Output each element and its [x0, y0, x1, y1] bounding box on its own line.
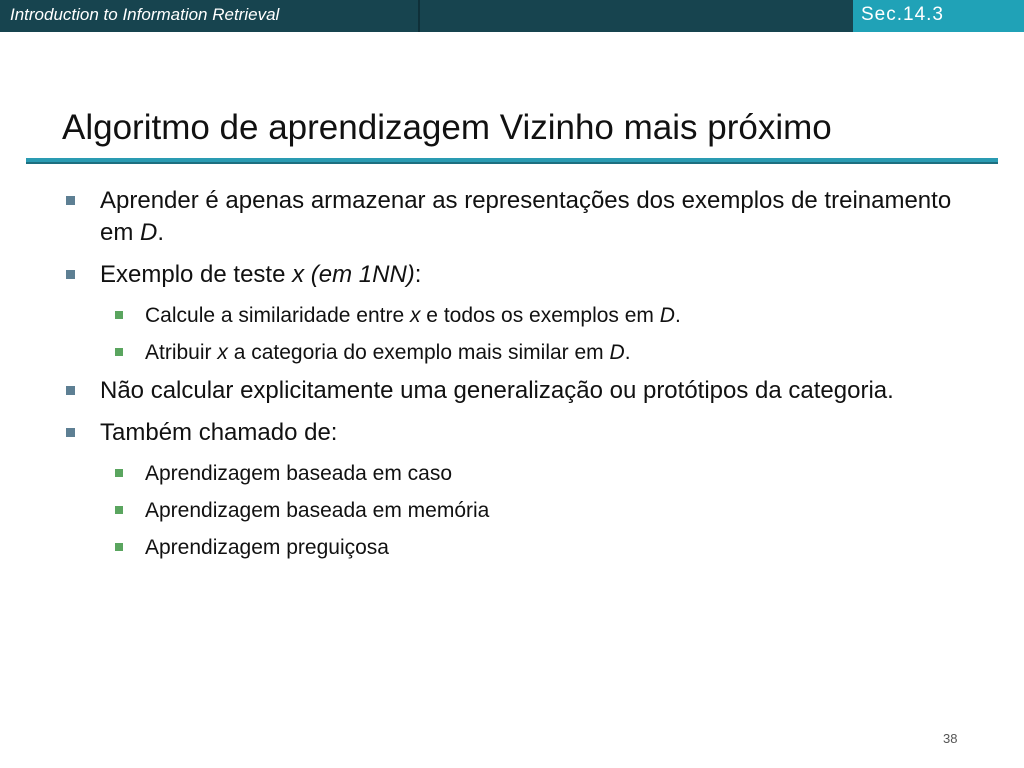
bullet-punct: . — [157, 219, 165, 246]
square-bullet-icon — [66, 428, 75, 437]
sub-bullet-text: Calcule a similaridade entre — [145, 304, 410, 327]
variable-d: D — [609, 341, 625, 364]
header-divider — [418, 0, 420, 32]
section-label: Sec.14.3 — [853, 0, 1024, 32]
square-bullet-icon — [115, 506, 123, 514]
bullet-item — [62, 417, 962, 449]
square-bullet-icon — [66, 270, 75, 279]
course-title: Introduction to Information Retrieval — [10, 5, 280, 24]
sub-bullet-item — [62, 338, 962, 368]
bullet-text: Não calcular explicitamente uma generalização ou protótipos da categoria. — [100, 377, 894, 404]
square-bullet-icon — [115, 469, 123, 477]
sub-bullet-item — [62, 533, 962, 563]
sub-bullet-text: a categoria do exemplo mais similar em — [227, 341, 610, 364]
sub-bullet-item — [62, 459, 962, 489]
bullet-item — [62, 185, 962, 249]
sub-bullet-item — [62, 301, 962, 331]
bullet-text: Também chamado de: — [100, 419, 338, 446]
square-bullet-icon — [115, 311, 123, 319]
bullet-italic: x (em 1NN) — [292, 261, 415, 288]
header-bar — [0, 0, 1024, 32]
sub-bullet-text: Aprendizagem preguiçosa — [145, 536, 389, 559]
variable-x: x — [217, 341, 228, 364]
bullet-punct: : — [414, 261, 422, 288]
variable-d: D — [659, 304, 675, 327]
square-bullet-icon — [66, 196, 75, 205]
bullet-text: Exemplo de teste — [100, 261, 293, 288]
variable-x: x — [409, 304, 421, 327]
square-bullet-icon — [115, 348, 123, 356]
sub-bullet-text: Aprendizagem baseada em caso — [145, 462, 453, 485]
sub-bullet-text: Aprendizagem baseada em memória — [145, 499, 490, 522]
bullet-item — [62, 375, 962, 407]
bullet-italic: D — [140, 219, 158, 246]
sub-bullet-text: Atribuir — [145, 341, 218, 364]
page-number: 38 — [943, 731, 958, 746]
slide-content — [62, 185, 962, 570]
bullet-item — [62, 259, 962, 291]
title-underline — [26, 158, 998, 164]
sub-bullet-punct: . — [674, 304, 681, 327]
square-bullet-icon — [66, 386, 75, 395]
sub-bullet-punct: . — [624, 341, 631, 364]
sub-bullet-item — [62, 496, 962, 526]
slide-title: Algoritmo de aprendizagem Vizinho mais próximo — [62, 108, 832, 147]
bullet-text: Aprender é apenas armazenar as representações dos exemplos de treinamento em — [100, 187, 952, 246]
square-bullet-icon — [115, 543, 123, 551]
sub-bullet-text: e todos os exemplos em — [420, 304, 660, 327]
